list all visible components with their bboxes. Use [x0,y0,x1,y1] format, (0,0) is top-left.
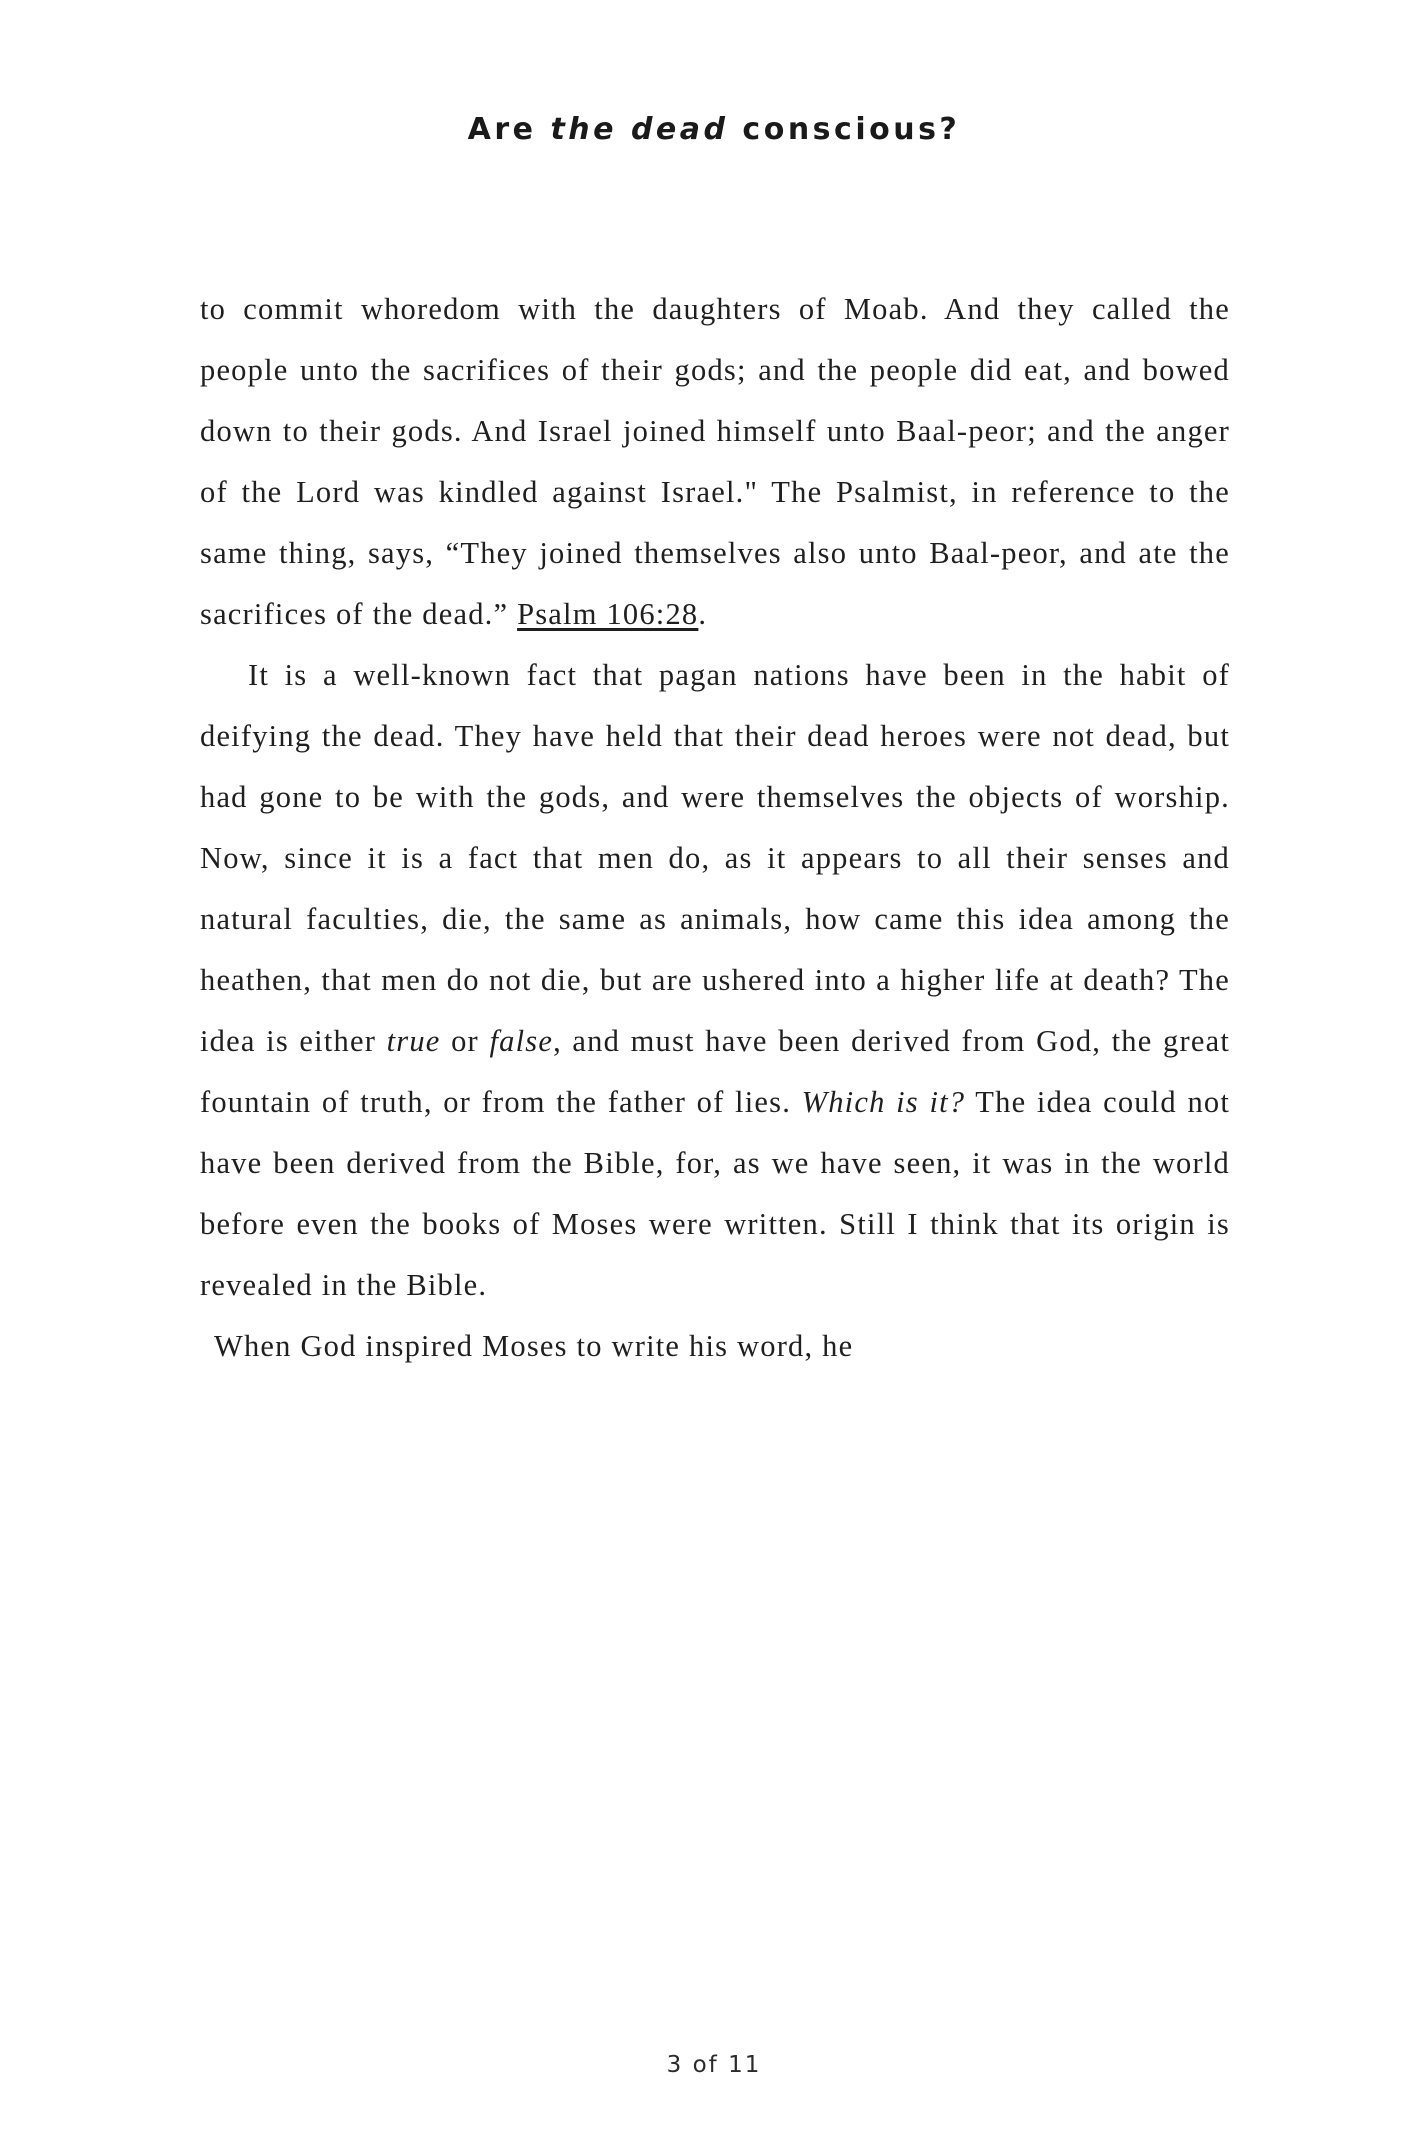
emphasis-false: false [489,1024,554,1058]
document-page [0,112,1428,2140]
scripture-reference-link[interactable]: Psalm 106:28 [517,597,699,631]
pagan-seg-2: or [440,1024,490,1058]
page-title-italic: the dead [550,112,729,147]
page-title-prefix: Are [467,112,551,147]
emphasis-which-is-it: Which is it? [801,1085,966,1119]
page-title-suffix: conscious? [728,112,961,147]
paragraph-pagan-nations [200,645,1230,1316]
paragraph-continued [200,279,1230,645]
paragraph-continued-tail: . [698,597,708,631]
paragraph-continued-text: to commit whoredom with the daughters of Moab. And they called the people unto the sacrifices of their gods; and the people did eat, and bowed down to their gods. And Israel joined himself unto Baal-peor; and the anger of the Lord was kindled against Israel." The Psalmist, in reference to the same thing, says, “They joined themselves also unto Baal-peor, and ate the sacrifices of the dead.” [200,292,1230,631]
emphasis-true: true [386,1024,441,1058]
pagan-seg-1: It is a well-known fact that pagan nations have been in the habit of deifying the dead. They have held that their dead heroes were not dead, but had gone to be with the gods, and were themselves the objects of worship. Now, since it is a fact that men do, as it appears to all their senses and natural faculties, die, the same as animals, how came this idea among the heathen, that men do not die, but are ushered into a higher life at death? The idea is either [200,658,1230,1058]
body-text [200,279,1230,1377]
page-title [0,112,1428,147]
page-footer [0,2052,1428,2078]
pagan-seg-3: , and must have been derived from God, the great fountain of truth, or from the father of lies. [200,1024,1230,1119]
page-number-label: 3 of 11 [666,2052,762,2078]
pagan-seg-4: The idea could not have been derived from the Bible, for, as we have seen, it was in the world before even the books of Moses were written. Still I think that its origin is revealed in the Bible. [200,1085,1231,1302]
paragraph-when-god-inspired: When God inspired Moses to write his word, he [214,1329,854,1363]
